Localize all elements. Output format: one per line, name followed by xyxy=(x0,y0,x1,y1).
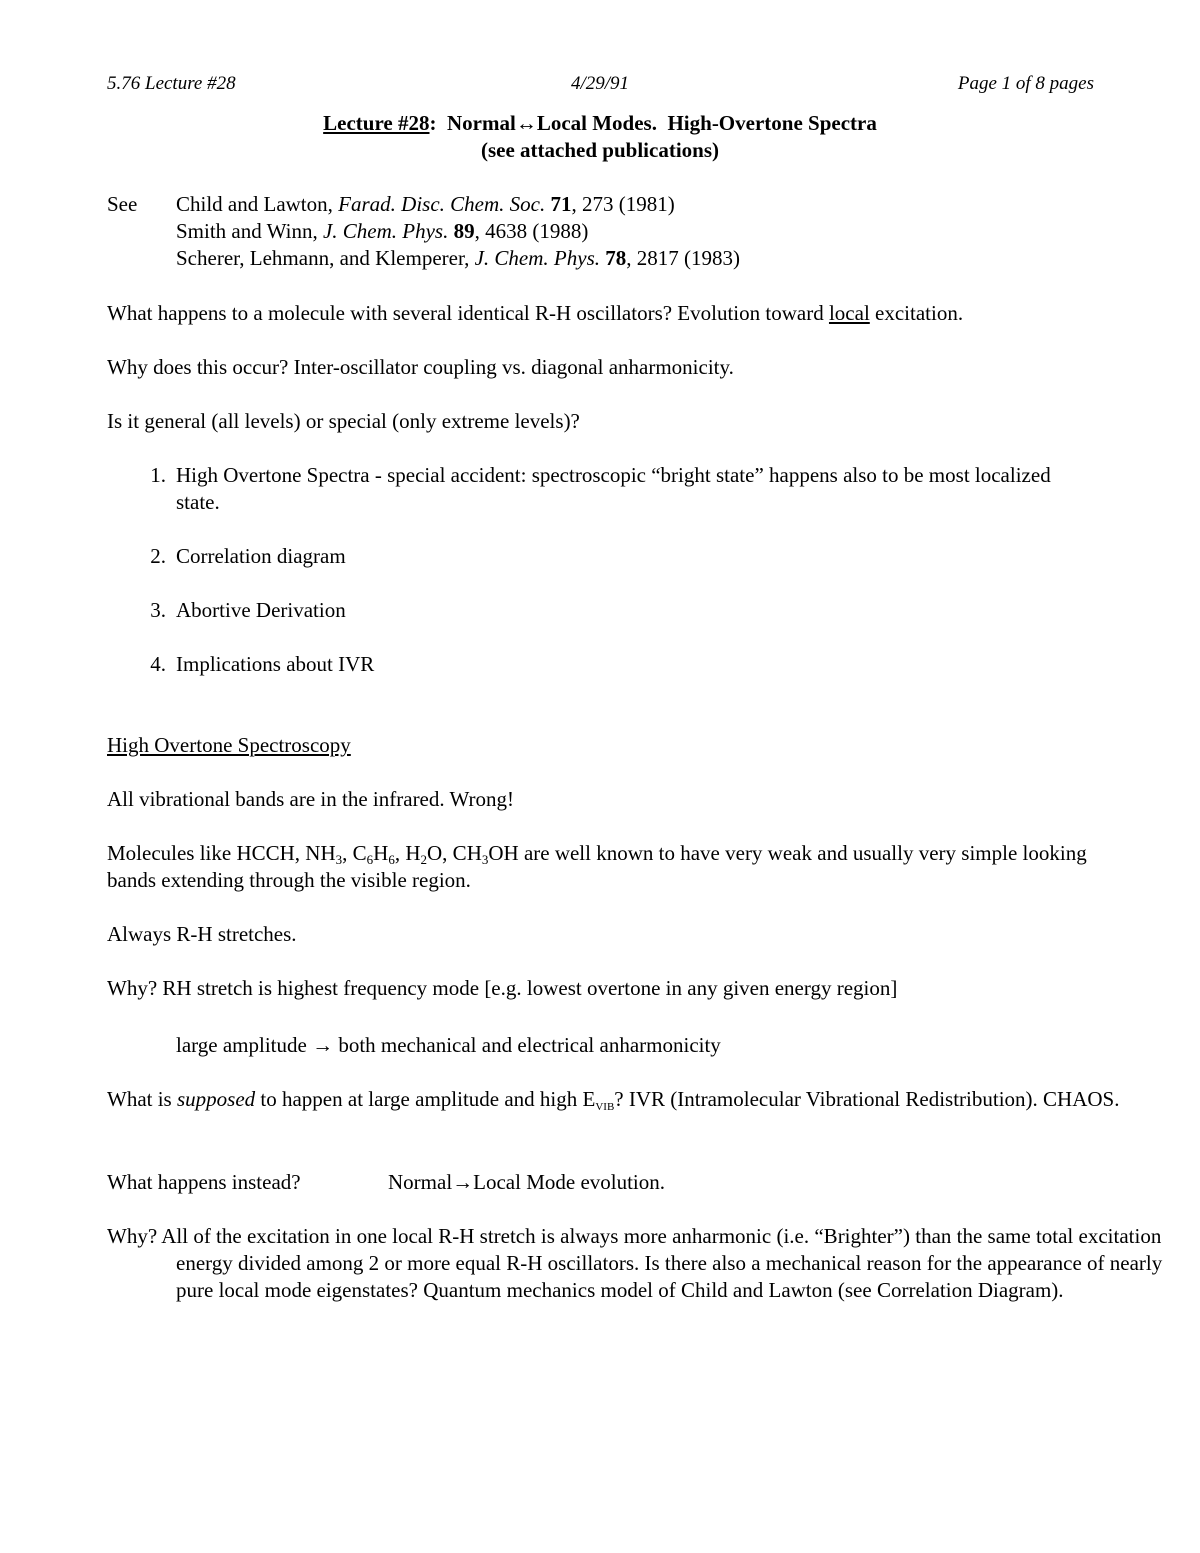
paragraph-why-anharmonic: Why? All of the excitation in one local R-H stretch is always more anharmonic (i.e. “Brighter”) than the same total excitation energy divided among 2 or more equal R-H oscillators. Is there also a mechanical reason for the appearance of nearly pure local mode eigenstates? Quantum mechanics model of Child and Lawton (see Correlation Diagram). xyxy=(107,1224,1163,1302)
question-why-occur: Why does this occur? Inter-oscillator coupling vs. diagonal anharmonicity. xyxy=(107,355,734,379)
paragraph-why-rh-stretch: Why? RH stretch is highest frequency mode [e.g. lowest overtone in any given energy region] xyxy=(107,976,898,1000)
reference-pages-year: , 4638 (1988) xyxy=(474,219,589,243)
paragraph-always-rh: Always R-H stretches. xyxy=(107,922,297,946)
text-run: to happen at large amplitude and high E xyxy=(255,1087,596,1111)
paragraph-large-amplitude: large amplitude → both mechanical and electrical anharmonicity xyxy=(176,1033,721,1057)
references-label: See xyxy=(107,192,138,216)
reference-authors: Smith and Winn, xyxy=(176,219,323,243)
question-text: What happens to a molecule with several identical R-H oscillators? Evolution toward xyxy=(107,301,829,325)
question-text-end: excitation. xyxy=(869,301,964,325)
reference-item xyxy=(176,191,675,218)
list-item-text: Abortive Derivation xyxy=(176,598,346,622)
reference-authors: Scherer, Lehmann, and Klemperer, xyxy=(176,246,475,270)
title-rest: Normal↔Local Modes. High-Overtone Spectra xyxy=(436,111,877,135)
text-run: ? IVR (Intramolecular Vibrational Redistribution). CHAOS. xyxy=(614,1087,1120,1111)
list-item-text: Correlation diagram xyxy=(176,544,346,568)
page-title xyxy=(0,110,1200,137)
page-header-page-count: Page 1 of 8 pages xyxy=(957,73,1094,94)
paragraph-infrared: All vibrational bands are in the infrared. Wrong! xyxy=(107,787,514,811)
text-run: What is xyxy=(107,1087,177,1111)
text-run: , C xyxy=(342,841,367,865)
reference-authors: Child and Lawton, xyxy=(176,192,339,216)
question-molecule-evolution xyxy=(107,300,1097,327)
paragraph-instead-question: What happens instead? xyxy=(107,1170,301,1194)
subscript: VIB xyxy=(595,1101,615,1113)
reference-item xyxy=(176,218,588,245)
emphasized-word: supposed xyxy=(176,1087,256,1111)
paragraph-supposed xyxy=(107,1086,1166,1113)
paragraph-instead-answer: Normal→Local Mode evolution. xyxy=(388,1170,666,1194)
text-run: OH are well known to have very weak and usually very simple looking bands extending through the visible region. xyxy=(107,841,1087,892)
subscript: 2 xyxy=(420,852,428,867)
title-colon: : xyxy=(429,111,437,135)
question-general-or-special: Is it general (all levels) or special (only extreme levels)? xyxy=(107,409,580,433)
list-item-text: Implications about IVR xyxy=(176,652,375,676)
reference-volume: 78 xyxy=(605,246,627,270)
list-item-number: 2. xyxy=(150,544,166,568)
list-item-number: 3. xyxy=(150,598,166,622)
page-header-course: 5.76 Lecture #28 xyxy=(107,73,236,94)
reference-volume: 71 xyxy=(550,192,572,216)
text-run: Molecules like HCCH, NH xyxy=(107,841,336,865)
subscript: 3 xyxy=(335,852,343,867)
text-run: H xyxy=(373,841,389,865)
text-run: O, CH xyxy=(427,841,482,865)
paragraph-molecules xyxy=(107,840,1097,894)
reference-item xyxy=(176,245,740,272)
underlined-word: local xyxy=(828,301,870,325)
reference-pages-year: , 2817 (1983) xyxy=(626,246,740,270)
list-item-number: 1. xyxy=(150,463,166,487)
subscript: 6 xyxy=(366,852,374,867)
page-header-date: 4/29/91 xyxy=(570,73,630,94)
text-run: , H xyxy=(394,841,421,865)
reference-journal: J. Chem. Phys. xyxy=(322,219,449,243)
list-item-number: 4. xyxy=(150,652,166,676)
reference-volume: 89 xyxy=(453,219,475,243)
subscript: 6 xyxy=(388,852,395,867)
reference-pages-year: , 273 (1981) xyxy=(571,192,675,216)
subscript: 3 xyxy=(481,852,489,867)
reference-journal: Farad. Disc. Chem. Soc. xyxy=(338,192,546,216)
section-heading: High Overtone Spectroscopy xyxy=(107,733,351,757)
list-item-text: High Overtone Spectra - special accident: spectroscopic “bright state” happens also to be most localized state. xyxy=(176,463,1051,514)
page-subtitle: (see attached publications) xyxy=(481,138,719,162)
reference-journal: J. Chem. Phys. xyxy=(474,246,600,270)
title-lecture-label: Lecture #28 xyxy=(323,111,430,135)
